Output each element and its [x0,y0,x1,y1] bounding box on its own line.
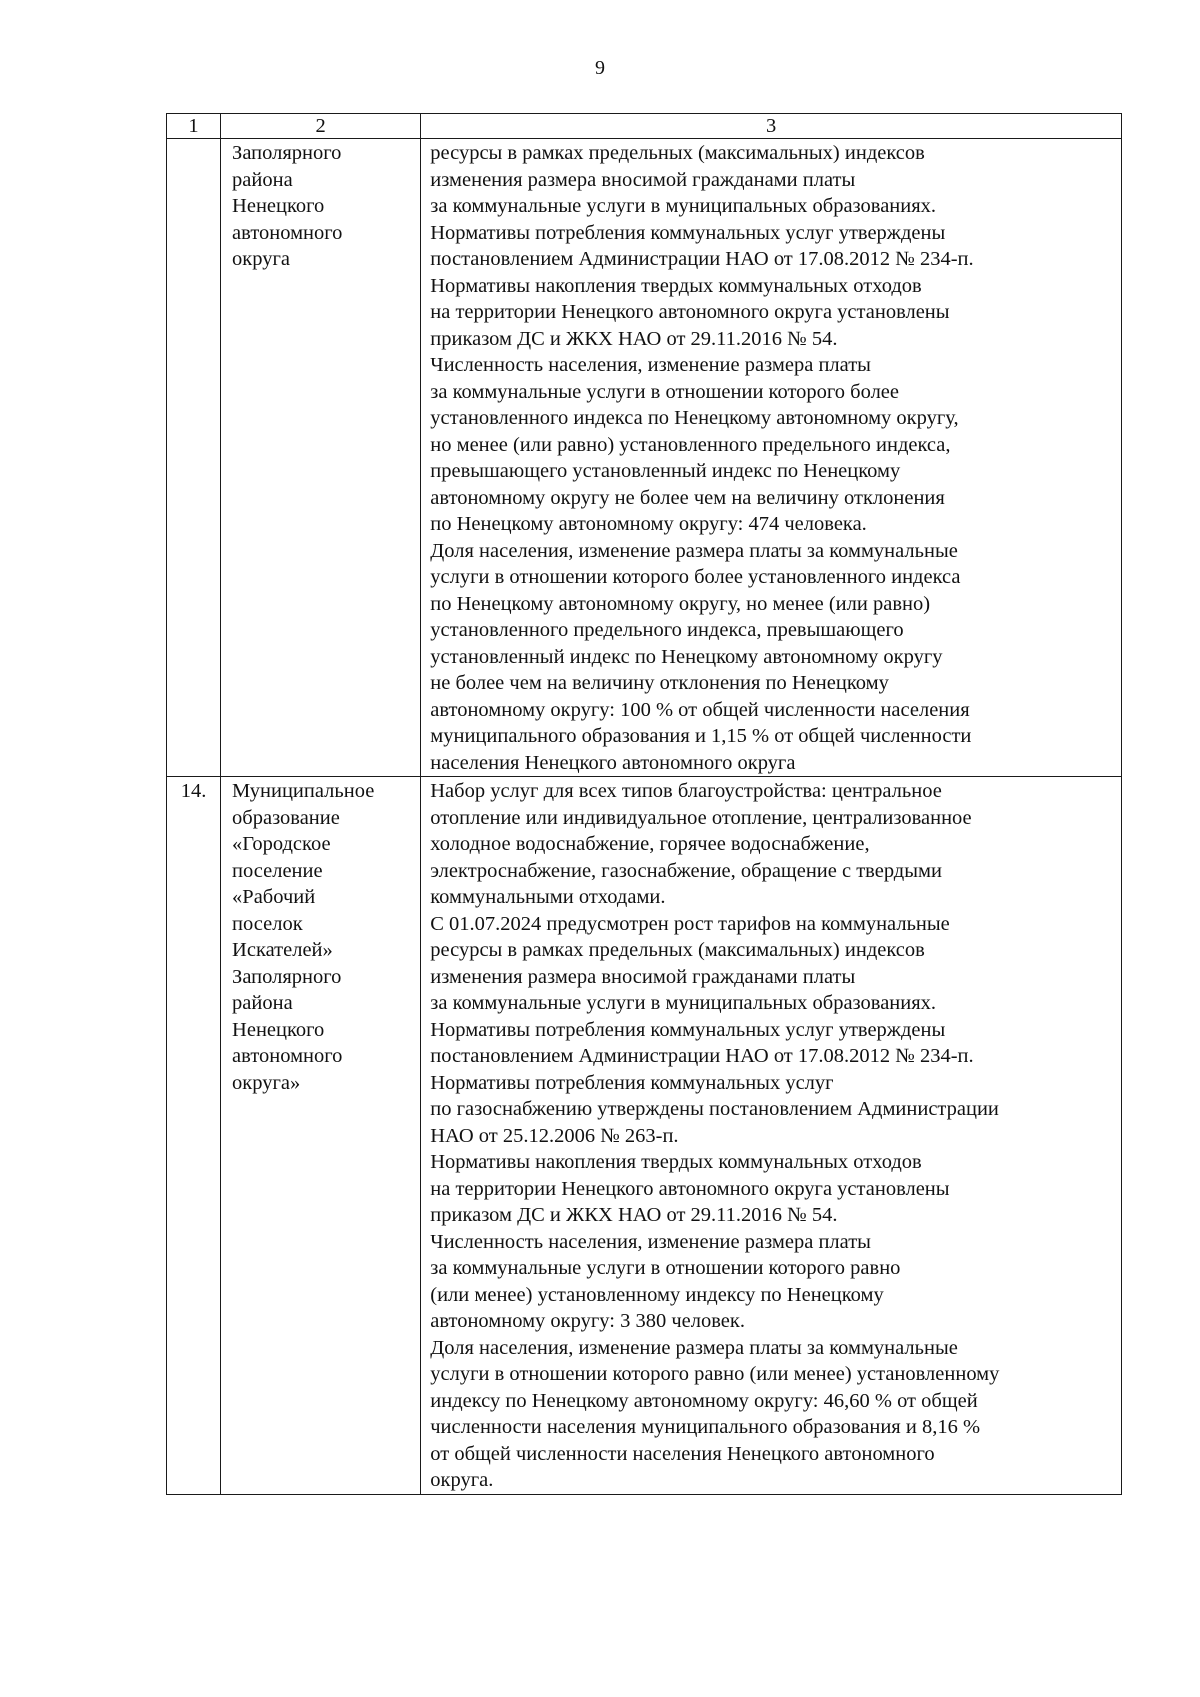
text-line: Численность населения, изменение размера платы [430,1230,871,1253]
text-line: отопление или индивидуальное отопление, централизованное [430,806,972,829]
text-line: превышающего установленный индекс по Ненецкому [430,460,901,482]
text-line: на территории Ненецкого автономного округа установлены [430,301,950,323]
text-line: Нормативы накопления твердых коммунальных отходов [430,274,922,297]
row-number-cell [167,139,221,777]
text-line: Доля населения, изменение размера платы за коммунальные [430,539,958,562]
text-line: электроснабжение, газоснабжение, обращение с твердыми [430,859,942,882]
text-line: автономному округу не более чем на величину отклонения [430,486,945,509]
table-header-row [167,114,1122,139]
text-line: приказом ДС и ЖКХ НАО от 29.11.2016 № 54. [430,327,838,350]
text-line: за коммунальные услуги в отношении которого равно [430,1257,901,1279]
text-line: Численность населения, изменение размера платы [430,354,871,376]
text-line: Доля населения, изменение размера платы за коммунальные [430,1336,958,1359]
text-line: но менее (или равно) установленного предельного индекса, [430,433,951,456]
text-line: поселение [232,859,323,882]
text-line: ресурсы в рамках предельных (максимальных) индексов [430,142,925,164]
text-line: автономному округу: 3 380 человек. [430,1310,745,1332]
municipality-name-cell [221,777,421,1495]
text-line: индексу по Ненецкому автономному округу: 46,60 % от общей [430,1389,978,1412]
text-line: округа» [232,1071,301,1094]
text-line: района [232,168,293,191]
header-cell-1: 1 [167,114,221,139]
text-line: Нормативы потребления коммунальных услуг [430,1071,834,1094]
text-line: по Ненецкому автономному округу: 474 человека. [430,513,867,535]
text-line: Заполярного [232,142,342,164]
text-line: С 01.07.2024 предусмотрен рост тарифов на коммунальные [430,912,950,935]
text-line: на территории Ненецкого автономного округа установлены [430,1177,950,1200]
text-line: «Городское [232,833,331,855]
text-line: по Ненецкому автономному округу, но менее (или равно) [430,592,931,615]
text-line: округа [232,248,290,270]
text-line: изменения размера вносимой гражданами платы [430,168,856,191]
text-line: холодное водоснабжение, горячее водоснабжение, [430,833,870,855]
text-line: изменения размера вносимой гражданами платы [430,965,856,988]
text-line: (или менее) установленному индексу по Ненецкому [430,1283,884,1306]
text-line: за коммунальные услуги в отношении которого более [430,380,900,403]
text-line: автономному округу: 100 % от общей численности населения [430,698,970,721]
header-cell-2: 2 [221,114,421,139]
text-line: приказом ДС и ЖКХ НАО от 29.11.2016 № 54. [430,1204,838,1226]
text-line: постановлением Администрации НАО от 17.08.2012 № 234-п. [430,248,974,270]
text-line: Заполярного [232,965,342,988]
text-line: Нормативы потребления коммунальных услуг утверждены [430,1018,946,1041]
text-line: численности населения муниципального образования и 8,16 % [430,1416,981,1438]
text-line: установленный индекс по Ненецкому автономному округу [430,645,943,668]
text-line: постановлением Администрации НАО от 17.08.2012 № 234-п. [430,1045,974,1067]
text-line: за коммунальные услуги в муниципальных образованиях. [430,195,937,217]
text-line: ресурсы в рамках предельных (максимальных) индексов [430,939,925,961]
text-line: округа. [430,1469,494,1491]
text-line: установленного предельного индекса, превышающего [430,619,904,641]
text-line: услуги в отношении которого более установленного индекса [430,566,961,588]
description-cell [421,139,1122,777]
municipality-name-cell [221,139,421,777]
text-line: поселок [232,912,303,935]
text-line: автономного [232,1045,343,1067]
text-line: установленного индекса по Ненецкому автономному округу, [430,407,959,429]
text-line: по газоснабжению утверждены постановлением Администрации [430,1098,999,1120]
text-line: Муниципальное [232,780,375,802]
text-line: не более чем на величину отклонения по Ненецкому [430,672,889,694]
header-cell-3: 3 [421,114,1122,139]
text-line: автономного [232,221,343,244]
text-line: района [232,992,293,1014]
text-line: Нормативы накопления твердых коммунальных отходов [430,1151,922,1173]
text-line: «Рабочий [232,886,316,908]
page-number: 9 [595,57,605,79]
table-row [167,777,1122,1495]
description-cell [421,777,1122,1495]
text-line: Ненецкого [232,195,325,217]
text-line: за коммунальные услуги в муниципальных образованиях. [430,992,937,1014]
text-line: от общей численности населения Ненецкого автономного [430,1442,935,1465]
text-line: Ненецкого [232,1018,325,1041]
row-number-cell: 14. [167,777,221,1495]
text-line: образование [232,806,340,829]
document-table [166,113,1122,1495]
text-line: Нормативы потребления коммунальных услуг утверждены [430,221,946,244]
text-line: Набор услуг для всех типов благоустройства: центральное [430,780,942,802]
text-line: коммунальными отходами. [430,886,666,908]
table-row [167,139,1122,777]
text-line: НАО от 25.12.2006 № 263-п. [430,1124,679,1147]
text-line: населения Ненецкого автономного округа [430,751,796,774]
text-line: муниципального образования и 1,15 % от общей численности [430,725,972,747]
text-line: Искателей» [232,939,333,961]
text-line: услуги в отношении которого равно (или менее) установленному [430,1363,1000,1385]
